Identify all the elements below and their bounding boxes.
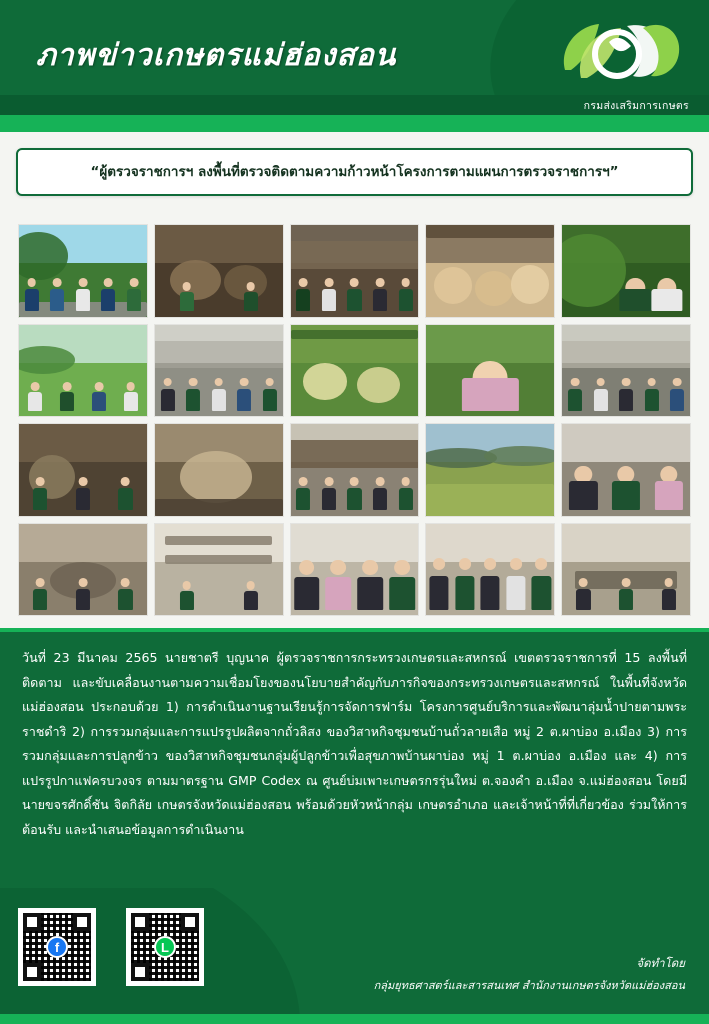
line-qr-code[interactable] [126,908,204,986]
gallery-photo[interactable] [290,523,420,617]
footer-credit-label: จัดทำโดย [636,956,685,970]
gallery-photo[interactable] [18,224,148,318]
gallery-photo[interactable] [425,423,555,517]
footer-credit-org: กลุ่มยุทธศาสตร์และสารสนเทศ สำนักงานเกษตรจังหวัดแม่ฮ่องสอน [373,979,685,992]
gallery-photo[interactable] [290,324,420,418]
gallery-photo[interactable] [18,523,148,617]
facebook-qr-code[interactable] [18,908,96,986]
gallery-photo[interactable] [18,324,148,418]
logo [551,8,691,116]
article-text: วันที่ 23 มีนาคม 2565 นายชาตรี บุญนาค ผู้ตรวจราชการกระทรวงเกษตรและสหกรณ์ เขตตรวจราชการที่ 15 ลงพื้นที่ติดตาม และขับเคลื่อนงานตามความเชื่อมโยงของนโยบายสำคัญกับภารกิจของกระทรวงเกษตรและสหกรณ์ ในพื้นที่จังหวัดแม่ฮ่องสอน ประกอบด้วย 1) การดำเนินงานฐานเรียนรู้การจัดการฟาร์ม โครงการศูนย์บริการและพัฒนาลุ่มน้ำปายตามพระราชดำริ 2) การรวมกลุ่มและการแปรรูปผลิตจากถั่วลิสง ของวิสาหกิจชุมชนบ้านถั่วลายเสือ หมู่ 2 ต.ผาบ่อง อ.เมือง 3) การรวมกลุ่มและการปลูกข้าว ของวิสาหกิจชุมชนกลุ่มผู้ปลูกข้าวเพื่อสุขภาพบ้านผาบ่อง หมู่ 1 ต.ผาบ่อง อ.เมือง และ 4) การแปรรูปกาแฟครบวงจร ตามมาตรฐาน GMP Codex ณ ศูนย์บ่มเพาะเกษตรกรรุ่นใหม่ ต.จองคำ อ.เมือง จ.แม่ฮ่องสอน โดยมีนายขจรศักดิ์ชัน จิตกิลัย เกษตรจังหวัดแม่ฮ่องสอน พร้อมด้วยหัวหน้ากลุ่ม เกษตรอำเภอ และเจ้าหน้าที่ที่เกี่ยวข้อง ร่วมให้การต้อนรับ และนำเสนอข้อมูลการดำเนินงาน [22,650,687,837]
gallery-photo[interactable] [561,224,691,318]
gallery-photo[interactable] [425,224,555,318]
gallery-photo[interactable] [561,423,691,517]
header-banner [0,0,709,132]
gallery-photo[interactable] [290,224,420,318]
footer-credit [374,955,685,994]
gallery-photo[interactable] [154,224,284,318]
line-icon: L [154,936,176,958]
article-panel-top-edge [0,628,709,632]
footer-band [0,1014,709,1024]
header-band-light [0,115,709,132]
gallery-photo[interactable] [290,423,420,517]
footer [0,888,709,1024]
gallery-photo[interactable] [154,523,284,617]
gallery-photo[interactable] [154,423,284,517]
agriculture-extension-logo-icon [551,8,691,88]
article-panel [0,628,709,888]
headline-quote-box [16,148,693,196]
gallery-photo[interactable] [154,324,284,418]
gallery-photo[interactable] [561,523,691,617]
headline-quote-text: “ผู้ตรวจราชการฯ ลงพื้นที่ตรวจติดตามความก้าวหน้าโครงการตามแผนการตรวจราชการฯ” [90,163,619,180]
photo-gallery-grid [18,224,691,616]
gallery-photo[interactable] [425,523,555,617]
page-title: ภาพข่าวเกษตรแม่ฮ่องสอน [36,39,397,72]
gallery-photo[interactable] [425,324,555,418]
facebook-icon: f [46,936,68,958]
gallery-photo[interactable] [561,324,691,418]
logo-caption: กรมส่งเสริมการเกษตร [583,100,689,112]
gallery-photo[interactable] [18,423,148,517]
